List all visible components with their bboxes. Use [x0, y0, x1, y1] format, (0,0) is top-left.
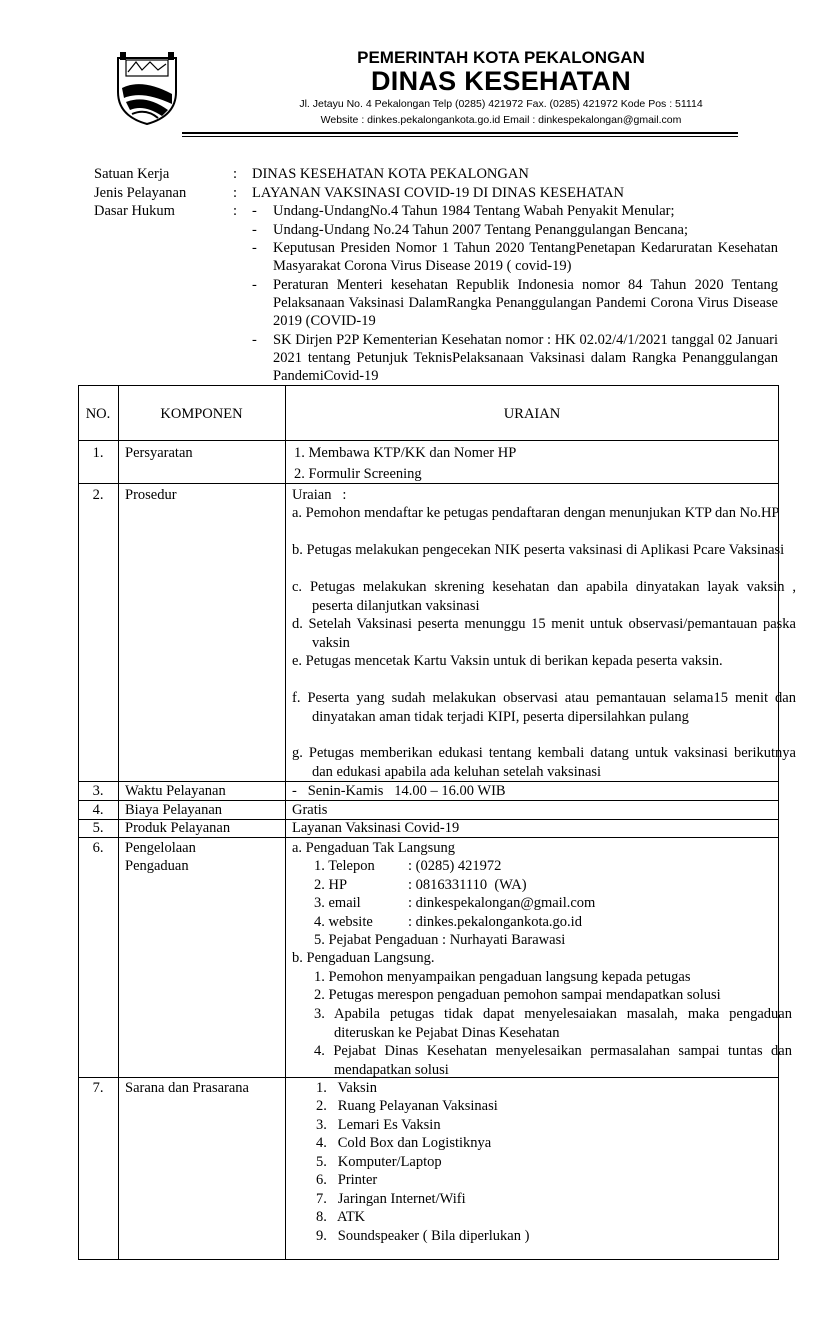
procedure-step: e. Petugas mencetak Kartu Vaksin untuk di berikan kepada peserta vaksin. [292, 653, 723, 669]
facility-item: 7. Jaringan Internet/Wifi [316, 1191, 466, 1207]
row-component: Pengelolaan [125, 840, 196, 856]
service-cost: Gratis [292, 802, 328, 818]
pekalongan-city-seal-icon [112, 48, 182, 126]
colon: : [233, 185, 238, 201]
contact-value: : 0816331110 (WA) [408, 877, 527, 893]
procedure-step: f. Peserta yang sudah melakukan observasi atau pemantauan selama15 menit dan dinyatakan aman tidak terjadi KIPI, peserta dipersilahkan pulang [292, 690, 796, 725]
facility-item: 4. Cold Box dan Logistiknya [316, 1135, 492, 1151]
facility-item: 1. Vaksin [316, 1080, 377, 1096]
government-name: PEMERINTAH KOTA PEKALONGAN [357, 48, 645, 67]
row-number: 4. [92, 802, 104, 818]
list-item: 2. Formulir Screening [294, 466, 422, 482]
law-bullet: - [252, 332, 257, 348]
header-komponen: KOMPONEN [160, 406, 243, 422]
contact-value: : dinkespekalongan@gmail.com [408, 895, 596, 911]
facility-item: 3. Lemari Es Vaksin [316, 1117, 441, 1133]
complaint-step: 3. Apabila petugas tidak dapat menyelesaiakan masalah, maka pengaduan diteruskan ke Pejabat Dinas Kesehatan [314, 1006, 792, 1041]
law-item: Undang-Undang No.24 Tahun 2007 Tentang Penanggulangan Bencana; [273, 222, 689, 238]
dasar-hukum-label: Dasar Hukum [94, 203, 175, 219]
row-number: 5. [92, 820, 104, 836]
row-component: Produk Pelayanan [125, 820, 231, 836]
row-component: Biaya Pelayanan [125, 802, 223, 818]
law-item: Peraturan Menteri kesehatan Republik Indonesia nomor 84 Tahun 2020 Tentang Pelaksanaan Vaksinasi DalamRangka Penanggulangan Pandemi Corona Virus Disease 2019 (COVID-19 [273, 277, 778, 329]
facility-item: 5. Komputer/Laptop [316, 1154, 442, 1170]
law-item: Undang-UndangNo.4 Tahun 1984 Tentang Wabah Penyakit Menular; [273, 203, 675, 219]
service-hours: - Senin-Kamis 14.00 – 16.00 WIB [292, 783, 506, 799]
colon: : [233, 166, 238, 182]
law-bullet: - [252, 240, 257, 256]
row-component: Prosedur [125, 487, 177, 503]
row-number: 3. [92, 783, 104, 799]
procedure-step: a. Pemohon mendaftar ke petugas pendaftaran dengan menunjukan KTP dan No.HP [292, 505, 780, 521]
row-component: Sarana dan Prasarana [125, 1080, 249, 1096]
agency-address: Jl. Jetayu No. 4 Pekalongan Telp (0285) 421972 Fax. (0285) 421972 Kode Pos : 51114 [299, 98, 703, 110]
procedure-step: d. Setelah Vaksinasi peserta menunggu 15 menit untuk observasi/pemantauan paska vaksin [292, 616, 796, 651]
procedure-step: g. Petugas memberikan edukasi tentang kembali datang untuk vaksinasi berikutnya dan edukasi apabila ada keluhan setelah vaksinasi [292, 745, 796, 780]
contact-value: : (0285) 421972 [408, 858, 502, 874]
complaint-section: b. Pengaduan Langsung. [292, 950, 435, 966]
contact-label: 4. website [314, 914, 373, 930]
contact-label: 1. Telepon [314, 858, 375, 874]
facility-item: 8. ATK [316, 1209, 366, 1225]
row-component: Pengaduan [125, 858, 189, 874]
row-number: 7. [92, 1080, 104, 1096]
agency-website-email: Website : dinkes.pekalongankota.go.id Email : dinkespekalongan@gmail.com [320, 114, 682, 126]
facility-item: 6. Printer [316, 1172, 378, 1188]
letterhead-rule [182, 132, 738, 134]
list-item: 1. Membawa KTP/KK dan Nomer HP [294, 445, 517, 461]
procedure-step: b. Petugas melakukan pengecekan NIK peserta vaksinasi di Aplikasi Pcare Vaksinasi [292, 542, 785, 558]
jenis-pelayanan-label: Jenis Pelayanan [94, 185, 187, 201]
row-number: 1. [92, 445, 104, 461]
service-product: Layanan Vaksinasi Covid-19 [292, 820, 460, 836]
row-divider [78, 440, 779, 441]
row-component: Persyaratan [125, 445, 193, 461]
procedure-intro: Uraian : [292, 487, 347, 503]
law-bullet: - [252, 203, 257, 219]
complaint-step: 1. Pemohon menyampaikan pengaduan langsung kepada petugas [314, 969, 691, 985]
letterhead-rule-thin [182, 136, 738, 137]
jenis-pelayanan-value: LAYANAN VAKSINASI COVID-19 DI DINAS KESEHATAN [252, 185, 624, 201]
law-item: Keputusan Presiden Nomor 1 Tahun 2020 TentangPenetapan Kedaruratan Kesehatan Masyarakat Corona Virus Disease 2019 ( covid-19) [273, 240, 778, 274]
row-number: 2. [92, 487, 104, 503]
contact-label: 2. HP [314, 877, 348, 893]
colon: : [233, 203, 238, 219]
contact-value: : dinkes.pekalongankota.go.id [408, 914, 582, 930]
complaint-officer: 5. Pejabat Pengaduan : Nurhayati Barawasi [314, 932, 566, 948]
facility-item: 2. Ruang Pelayanan Vaksinasi [316, 1098, 498, 1114]
complaint-step: 2. Petugas merespon pengaduan pemohon sampai mendapatkan solusi [314, 987, 721, 1003]
agency-name: DINAS KESEHATAN [370, 66, 631, 96]
satuan-kerja-label: Satuan Kerja [94, 166, 170, 182]
law-bullet: - [252, 277, 257, 293]
facility-item: 9. Soundspeaker ( Bila diperlukan ) [316, 1228, 530, 1244]
header-no: NO. [85, 406, 111, 422]
column-divider [285, 385, 286, 1260]
complaint-step: 4. Pejabat Dinas Kesehatan menyelesaikan permasalahan sampai tuntas dan mendapatkan solusi [314, 1043, 792, 1078]
satuan-kerja-value: DINAS KESEHATAN KOTA PEKALONGAN [252, 166, 529, 182]
complaint-section: a. Pengaduan Tak Langsung [292, 840, 456, 856]
law-item: SK Dirjen P2P Kementerian Kesehatan nomor : HK 02.02/4/1/2021 tanggal 02 Januari 2021 tentang Petunjuk TeknisPelaksanaan Vaksinasi dalam Rangka Penanggulangan PandemiCovid-19 [273, 332, 778, 384]
procedure-step: c. Petugas melakukan skrening kesehatan dan apabila dinyatakan layak vaksin , peserta dilanjutkan vaksinasi [292, 579, 796, 614]
contact-label: 3. email [314, 895, 361, 911]
row-number: 6. [92, 840, 104, 856]
row-component: Waktu Pelayanan [125, 783, 226, 799]
column-divider [118, 385, 119, 1260]
header-uraian: URAIAN [503, 406, 561, 422]
law-bullet: - [252, 222, 257, 238]
